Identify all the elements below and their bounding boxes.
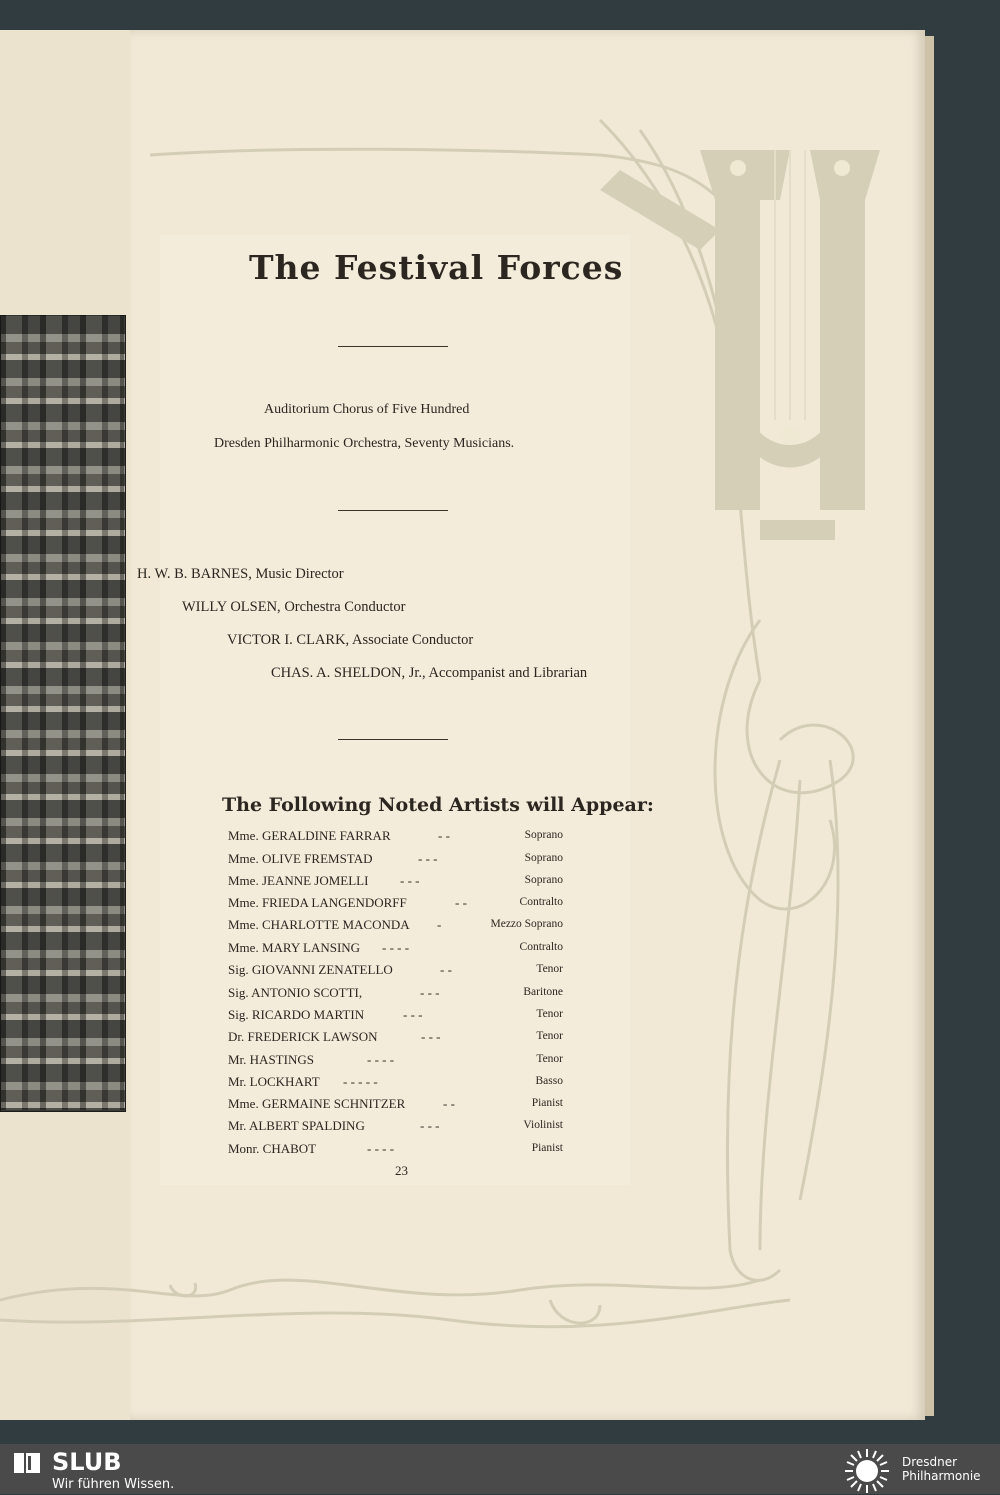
- artist-role: Tenor: [536, 963, 563, 975]
- artist-dashes: - -: [438, 828, 450, 843]
- director-role: Associate Conductor: [352, 632, 474, 648]
- artist-name: Mr. HASTINGS: [228, 1052, 314, 1067]
- artist-name: Mme. MARY LANSING: [228, 940, 361, 955]
- artist-dashes: - - - - -: [343, 1074, 378, 1089]
- artist-dashes: - - -: [418, 851, 438, 866]
- page-number: 23: [395, 1163, 408, 1178]
- divider-rule: [338, 510, 448, 511]
- artist-name: Mme. OLIVE FREMSTAD: [228, 851, 373, 866]
- director-line: [182, 599, 406, 616]
- artist-dashes: - - -: [420, 1118, 440, 1133]
- ensemble-orchestra: Dresden Philharmonic Orchestra, Seventy Musicians.: [214, 436, 515, 451]
- artist-name: Dr. FREDERICK LAWSON: [228, 1029, 378, 1044]
- artist-name: Mme. GERMAINE SCHNITZER: [228, 1096, 406, 1111]
- artist-dashes: - - -: [420, 985, 440, 1000]
- partner-line1: Dresdner: [902, 1455, 958, 1469]
- artist-role: Baritone: [523, 986, 563, 998]
- director-role: Accompanist and Librarian: [428, 665, 588, 681]
- artist-dashes: - - -: [403, 1007, 423, 1022]
- artist-name: Mr. ALBERT SPALDING: [228, 1118, 365, 1133]
- artist-role: Tenor: [536, 1008, 563, 1020]
- artist-role: Soprano: [524, 829, 563, 841]
- artist-dashes: - - -: [421, 1029, 441, 1044]
- artist-role: Contralto: [519, 896, 563, 908]
- artist-name: Monr. CHABOT: [228, 1141, 317, 1156]
- artist-role: Soprano: [524, 874, 563, 886]
- director-line: [227, 632, 473, 649]
- artist-role: Pianist: [531, 1142, 563, 1154]
- artist-name: Sig. ANTONIO SCOTTI,: [228, 985, 363, 1000]
- divider-rule: [338, 346, 448, 347]
- artist-name: Mme. FRIEDA LANGENDORFF: [228, 895, 407, 910]
- artist-dashes: - - - -: [367, 1052, 395, 1067]
- slub-title[interactable]: SLUB: [52, 1448, 122, 1476]
- partner-name[interactable]: [902, 1455, 981, 1483]
- artist-name: Sig. GIOVANNI ZENATELLO: [228, 962, 393, 977]
- director-name: CHAS. A. SHELDON, Jr.,: [271, 665, 426, 681]
- artist-dashes: - -: [455, 895, 467, 910]
- divider-rule: [338, 739, 448, 740]
- artist-name: Mme. CHARLOTTE MACONDA: [228, 917, 410, 932]
- artist-name: Mme. JEANNE JOMELLI: [228, 873, 369, 888]
- director-role: Orchestra Conductor: [284, 599, 406, 615]
- artist-role: Violinist: [523, 1119, 563, 1131]
- partner-line2: Philharmonie: [902, 1469, 981, 1483]
- artists-heading: The Following Noted Artists will Appear:: [222, 794, 654, 816]
- artist-role: Soprano: [524, 852, 563, 864]
- artist-name: Mme. GERALDINE FARRAR: [228, 828, 391, 843]
- ensemble-chorus: Auditorium Chorus of Five Hundred: [264, 402, 470, 417]
- artist-dashes: - -: [440, 962, 452, 977]
- artist-role: Contralto: [519, 941, 563, 953]
- slub-tagline: Wir führen Wissen.: [52, 1477, 175, 1492]
- artist-name: Sig. RICARDO MARTIN: [228, 1007, 365, 1022]
- artist-role: Pianist: [531, 1097, 563, 1109]
- artist-name: Mr. LOCKHART: [228, 1074, 320, 1089]
- philharmonie-sunburst-icon: [843, 1447, 891, 1495]
- page-title: The Festival Forces: [249, 248, 624, 287]
- artist-dashes: - - -: [400, 873, 420, 888]
- slub-book-icon: [12, 1450, 42, 1476]
- director-name: VICTOR I. CLARK,: [227, 632, 350, 648]
- artist-role: Tenor: [536, 1030, 563, 1042]
- director-line: [137, 566, 344, 583]
- director-role: Music Director: [255, 566, 344, 582]
- artist-role: Basso: [535, 1075, 563, 1087]
- artist-dashes: - -: [443, 1096, 455, 1111]
- director-name: WILLY OLSEN,: [182, 599, 281, 615]
- director-name: H. W. B. BARNES,: [137, 566, 252, 582]
- artist-dashes: - - - -: [382, 940, 410, 955]
- artist-dashes: - - - -: [367, 1141, 395, 1156]
- artist-dashes: -: [437, 917, 442, 932]
- artist-role: Tenor: [536, 1053, 563, 1065]
- artist-role: Mezzo Soprano: [490, 918, 563, 930]
- director-line: [271, 665, 587, 682]
